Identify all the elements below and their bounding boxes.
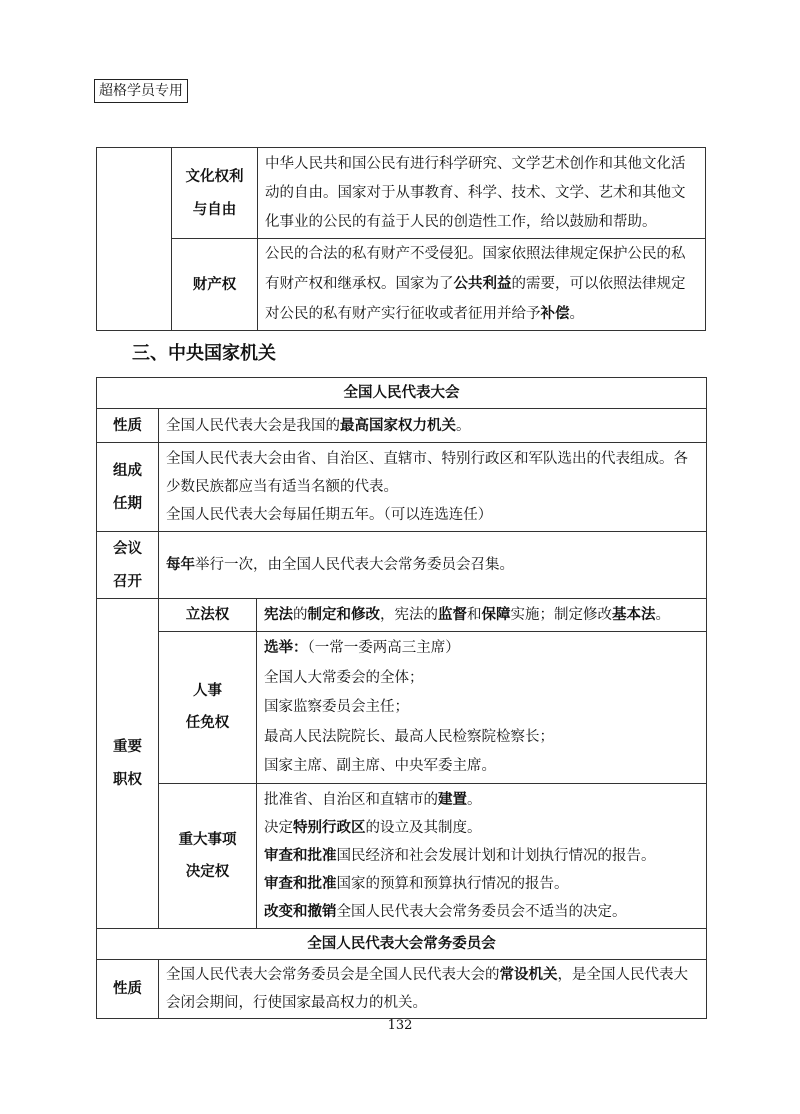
table-row (97, 443, 707, 532)
list-item: 国家主席、副主席、中央军委主席。 (264, 758, 496, 774)
table-row (97, 632, 707, 784)
property-rights-content: 公民的合法的私有财产不受侵犯。国家依照法律规定保护公民的私有财产权和继承权。国家为了公共利益的需要，可以依照法律规定对公民的私有财产实行征收或者征用并给予补偿。 (258, 239, 706, 331)
table-row (97, 532, 707, 599)
major-matters-power-label: 重大事项 决定权 (159, 783, 257, 928)
npcsc-title: 全国人民代表大会常务委员会 (97, 928, 707, 959)
table-row (97, 783, 707, 928)
table-row (97, 239, 706, 331)
legislative-power-content: 宪法的制定和修改，宪法的监督和保障实施；制定修改基本法。 (257, 599, 707, 632)
central-organs-table (96, 377, 707, 1019)
table-row (97, 409, 707, 443)
npc-meeting-content: 每年举行一次，由全国人民代表大会常务委员会召集。 (159, 532, 707, 599)
npc-title: 全国人民代表大会 (97, 378, 707, 409)
table-row (97, 378, 707, 409)
npc-powers-label: 重要 职权 (97, 599, 159, 929)
npc-nature-content: 全国人民代表大会是我国的最高国家权力机关。 (159, 409, 707, 443)
npc-nature-label: 性质 (97, 409, 159, 443)
legislative-power-label: 立法权 (159, 599, 257, 632)
table-row (97, 959, 707, 1018)
list-item: 全国人大常委会的全体； (264, 669, 424, 686)
npc-composition-label: 组成 任期 (97, 443, 159, 532)
npcsc-nature-content: 全国人民代表大会常务委员会是全国人民代表大会的常设机关，是全国人民代表大会闭会期间，行使国家最高权力的机关。 (159, 959, 707, 1018)
table-row (97, 928, 707, 959)
list-item: 国家监察委员会主任； (264, 699, 409, 715)
student-only-stamp: 超格学员专用 (94, 79, 188, 103)
npc-meeting-label: 会议 召开 (97, 532, 159, 599)
personnel-power-content: 选举：（一常一委两高三主席） 全国人大常委会的全体； 国家监察委员会主任； 最高人民法院院长、最高人民检察院检察长； 国家主席、副主席、中央军委主席。 (257, 632, 707, 784)
page-number: 132 (387, 1018, 413, 1033)
table-row (97, 599, 707, 632)
personnel-power-label: 人事 任免权 (159, 632, 257, 784)
npc-composition-content: 全国人民代表大会由省、自治区、直辖市、特别行政区和军队选出的代表组成。各少数民族都应当有适当名额的代表。 全国人民代表大会每届任期五年。（可以连选连任） (159, 443, 707, 532)
section-heading: 三、中央国家机关 (132, 343, 276, 364)
rights-category-cell (97, 148, 172, 331)
table-row (97, 148, 706, 239)
property-rights-label: 财产权 (172, 239, 258, 331)
major-matters-power-content: 批准省、自治区和直辖市的建置。 决定特别行政区的设立及其制度。 审查和批准国民经济和社会发展计划和计划执行情况的报告。 审查和批准国家的预算和预算执行情况的报告。 改变和撤销全国人民代表大会常务委员会不适当的决定。 (257, 783, 707, 928)
culture-rights-content: 中华人民共和国公民有进行科学研究、文学艺术创作和其他文化活动的自由。国家对于从事教育、科学、技术、文学、艺术和其他文化事业的公民的有益于人民的创造性工作，给以鼓励和帮助。 (258, 148, 706, 239)
list-item: 最高人民法院院长、最高人民检察院检察长； (264, 728, 554, 745)
rights-table (96, 147, 706, 331)
culture-rights-label: 文化权利 与自由 (172, 148, 258, 239)
npcsc-nature-label: 性质 (97, 959, 159, 1018)
